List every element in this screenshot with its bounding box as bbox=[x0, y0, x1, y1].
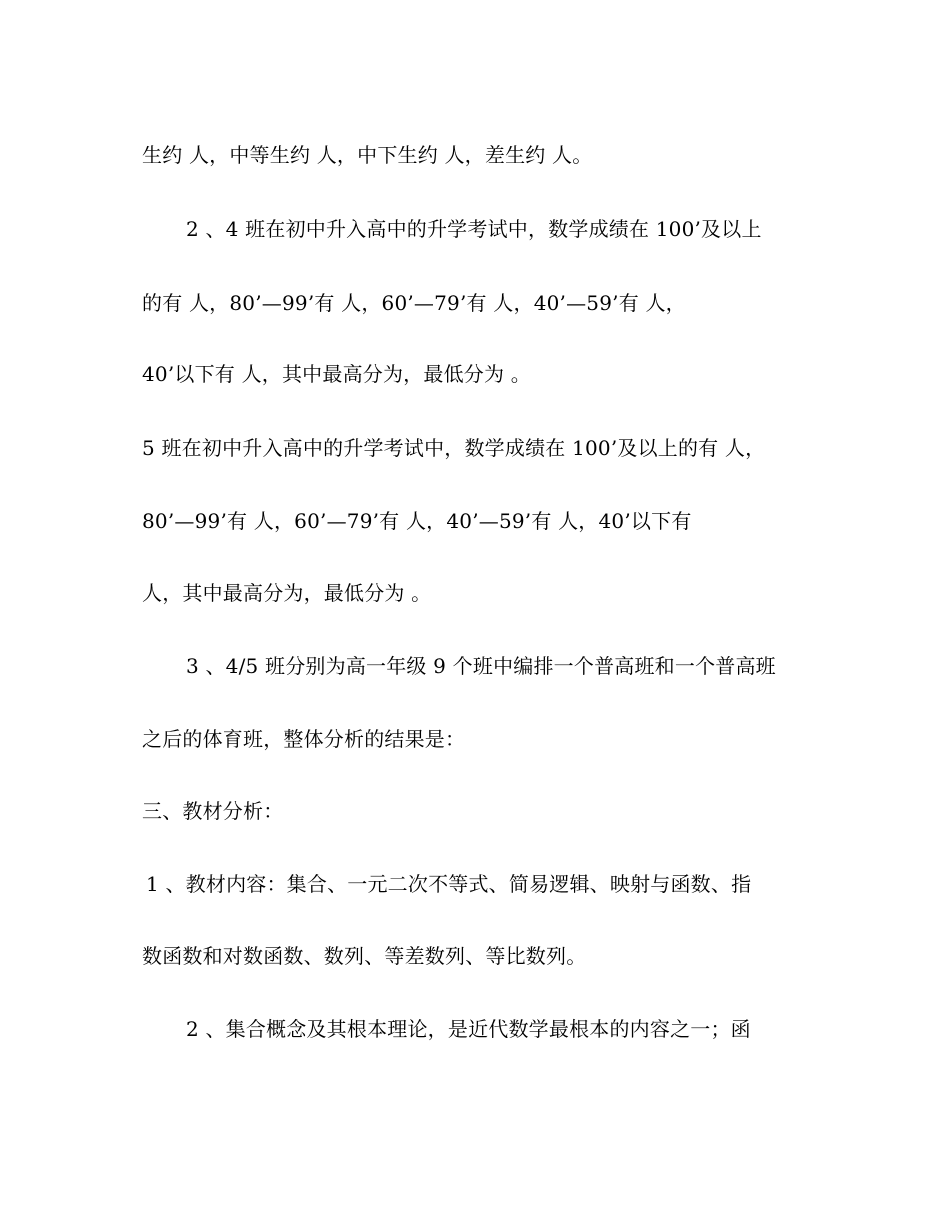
text-line-2: 2 、4 班在初中升入高中的升学考试中，数学成绩在 100’及以上 bbox=[186, 217, 762, 241]
text-line-7: 人，其中最高分为，最低分为 。 bbox=[142, 581, 432, 605]
text-line-6: 80’—99’有 人，60’—79’有 人，40’—59’有 人，40’以下有 bbox=[142, 509, 692, 533]
text-line-3: 的有 人，80’—99’有 人，60’—79’有 人，40’—59’有 人， bbox=[142, 291, 686, 315]
text-line-8: 3 、4/5 班分别为高一年级 9 个班中编排一个普高班和一个普高班 bbox=[186, 654, 776, 678]
text-line-1: 生约 人，中等生约 人，中下生约 人，差生约 人。 bbox=[142, 143, 593, 167]
text-line-12: 数函数和对数函数、数列、等差数列、等比数列。 bbox=[142, 944, 587, 968]
text-line-9: 之后的体育班，整体分析的结果是： bbox=[142, 727, 466, 751]
text-line-4: 40’以下有 人，其中最高分为，最低分为 。 bbox=[142, 362, 531, 386]
text-line-5: 5 班在初中升入高中的升学考试中，数学成绩在 100’及以上的有 人， bbox=[142, 436, 766, 460]
text-line-11: 1 、教材内容：集合、一元二次不等式、简易逻辑、映射与函数、指 bbox=[146, 872, 752, 896]
section-heading: 三、教材分析： bbox=[142, 799, 284, 823]
text-line-13: 2 、集合概念及其根本理论，是近代数学最根本的内容之一；函 bbox=[186, 1017, 751, 1041]
